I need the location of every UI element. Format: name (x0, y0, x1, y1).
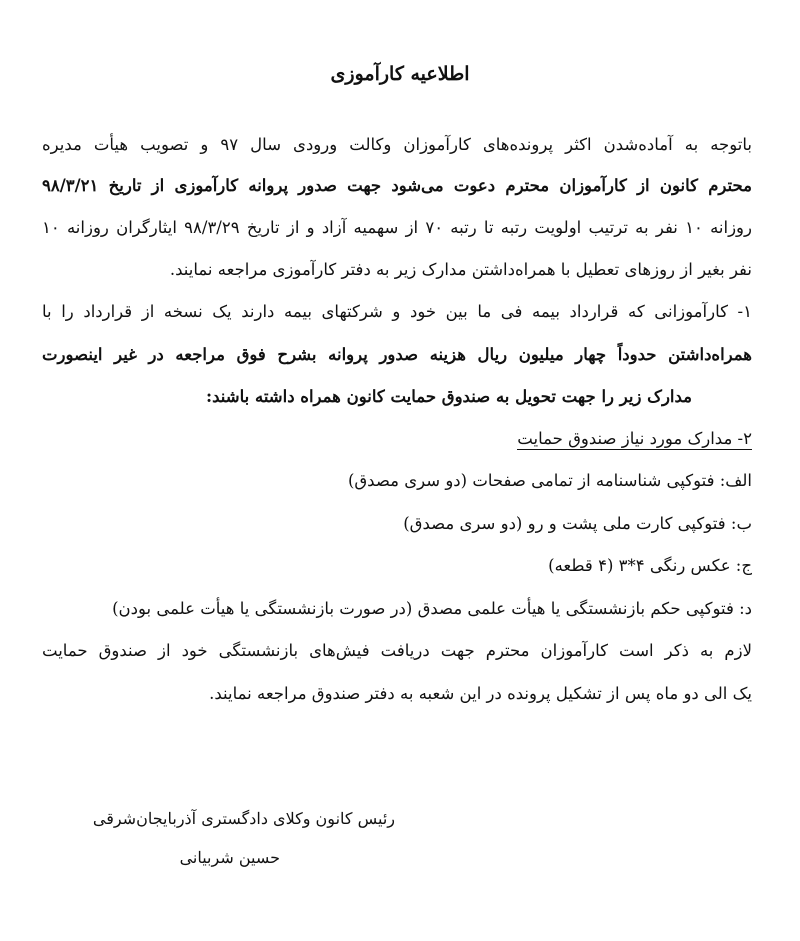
intro-line-1: باتوجه به آماده‌شدن اکثر پرونده‌های کارآموزان وکالت ورودی سال ۹۷ و تصویب هیأت مدیره (42, 135, 752, 154)
item1-line-3: مدارک زیر را جهت تحویل به صندوق حمایت کانون همراه داشته باشند: (206, 387, 692, 406)
intro-line-4: نفر بغیر از روزهای تعطیل با همراه‌داشتن مدارک زیر به دفتر کارآموزی مراجعه نمایند. (169, 260, 752, 279)
doc-item-be: ب: فتوکپی کارت ملی پشت و رو (دو سری مصدق) (403, 514, 752, 533)
item1-line-1: ۱- کارآموزانی که قرارداد بیمه فی ما بین خود و شرکتهای بیمه دارند یک نسخه از قرارداد را با (42, 302, 752, 321)
item2-heading (42, 425, 752, 453)
doc-item-dal: د: فتوکپی حکم بازنشستگی یا هیأت علمی مصدق (در صورت بازنشستگی یا هیأت علمی بودن) (112, 599, 752, 618)
notice-title: اطلاعیه کارآموزی (330, 63, 470, 85)
signature-name: حسین شربیانی (179, 848, 280, 867)
item1-line-2: همراه‌داشتن حدوداً چهار میلیون ریال هزینه صدور پروانه بشرح فوق مراجعه در غیر اینصورت (42, 345, 752, 364)
intro-line-3: روزانه ۱۰ نفر به ترتیب اولویت رتبه تا رتبه ۷۰ از سهمیه آزاد و از تاریخ ۹۸/۳/۲۹ ایثارگران روزانه ۱۰ (42, 218, 752, 237)
note-line-2: یک الی دو ماه پس از تشکیل پرونده در این شعبه به دفتر صندوق مراجعه نمایند. (209, 684, 752, 703)
signature-position: رئیس کانون وکلای دادگستری آذربایجان‌شرقی (92, 809, 395, 828)
note-line-1: لازم به ذکر است کارآموزان محترم جهت دریافت فیش‌های بازنشستگی خود از صندوق حمایت (42, 641, 752, 660)
item2-heading-text: ۲- مدارک مورد نیاز صندوق حمایت (517, 429, 752, 448)
doc-item-jim: ج: عکس رنگی ۴*۳ (۴ قطعه) (548, 556, 752, 575)
doc-item-alef: الف: فتوکپی شناسنامه از تمامی صفحات (دو سری مصدق) (347, 471, 752, 490)
intro-line-2: محترم کانون از کارآموزان محترم دعوت می‌شود جهت صدور پروانه کارآموزی از تاریخ ۹۸/۳/۲۱ (42, 176, 752, 195)
